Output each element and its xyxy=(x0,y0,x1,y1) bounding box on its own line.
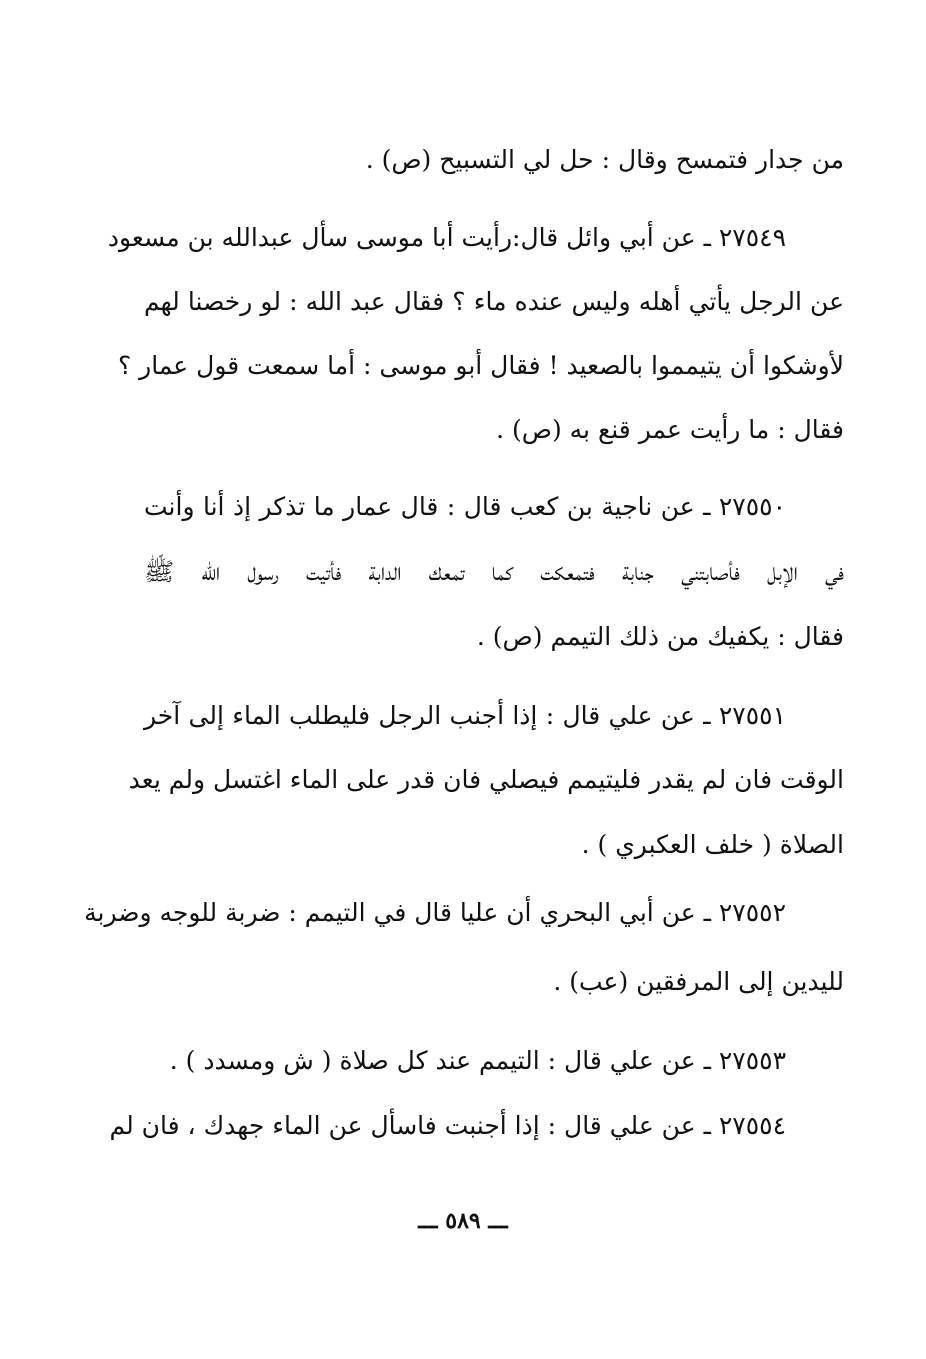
text-line-15: ٢٧٥٥٤ ـ عن علي قال : إذا أجنبت فاسأل عن الماء جهدك ، فان لم xyxy=(109,1111,786,1140)
text-line-6: ٢٧٥٥٠ ـ عن ناجية بن كعب قال : قال عمار ما تذكر إذ أنا وأنت xyxy=(144,492,786,521)
text-line-8: فقال : يكفيك من ذلك التيمم (ص) . xyxy=(476,622,844,651)
text-line-12: ٢٧٥٥٢ ـ عن أبي البحري أن عليا قال في التيمم : ضربة للوجه وضربة xyxy=(84,898,786,927)
text-line-9: ٢٧٥٥١ ـ عن علي قال : إذا أجنب الرجل فليطلب الماء إلى آخر xyxy=(144,701,786,730)
text-line-1: من جدار فتمسح وقال : حل لي التسبيح (ص) . xyxy=(365,145,844,174)
page-number: ـــ ٥٨٩ ـــ xyxy=(418,1208,508,1234)
text-line-11: الصلاة ( خلف العكبري ) . xyxy=(581,830,844,859)
text-line-7: في الإبل فأصابتني جنابة فتمعكت كما تمعك الدابة فأتيت رسول الله ﷺ xyxy=(144,557,844,586)
text-line-3: عن الرجل يأتي أهله وليس عنده ماء ؟ فقال عبد الله : لو رخصنا لهم xyxy=(144,287,844,316)
text-line-14: ٢٧٥٥٣ ـ عن علي قال : التيمم عند كل صلاة ( ش ومسدد ) . xyxy=(169,1046,786,1075)
text-line-2: ٢٧٥٤٩ ـ عن أبي وائل قال:رأيت أبا موسى سأل عبدالله بن مسعود xyxy=(107,223,786,252)
text-line-10: الوقت فان لم يقدر فليتيمم فيصلي فان قدر على الماء اغتسل ولم يعد xyxy=(128,765,844,794)
text-line-4: لأوشكوا أن يتيمموا بالصعيد ! فقال أبو موسى : أما سمعت قول عمار ؟ xyxy=(117,351,844,380)
text-line-13: لليدين إلى المرفقين (عب) . xyxy=(553,967,844,996)
text-line-5: فقال : ما رأيت عمر قنع به (ص) . xyxy=(496,415,844,444)
